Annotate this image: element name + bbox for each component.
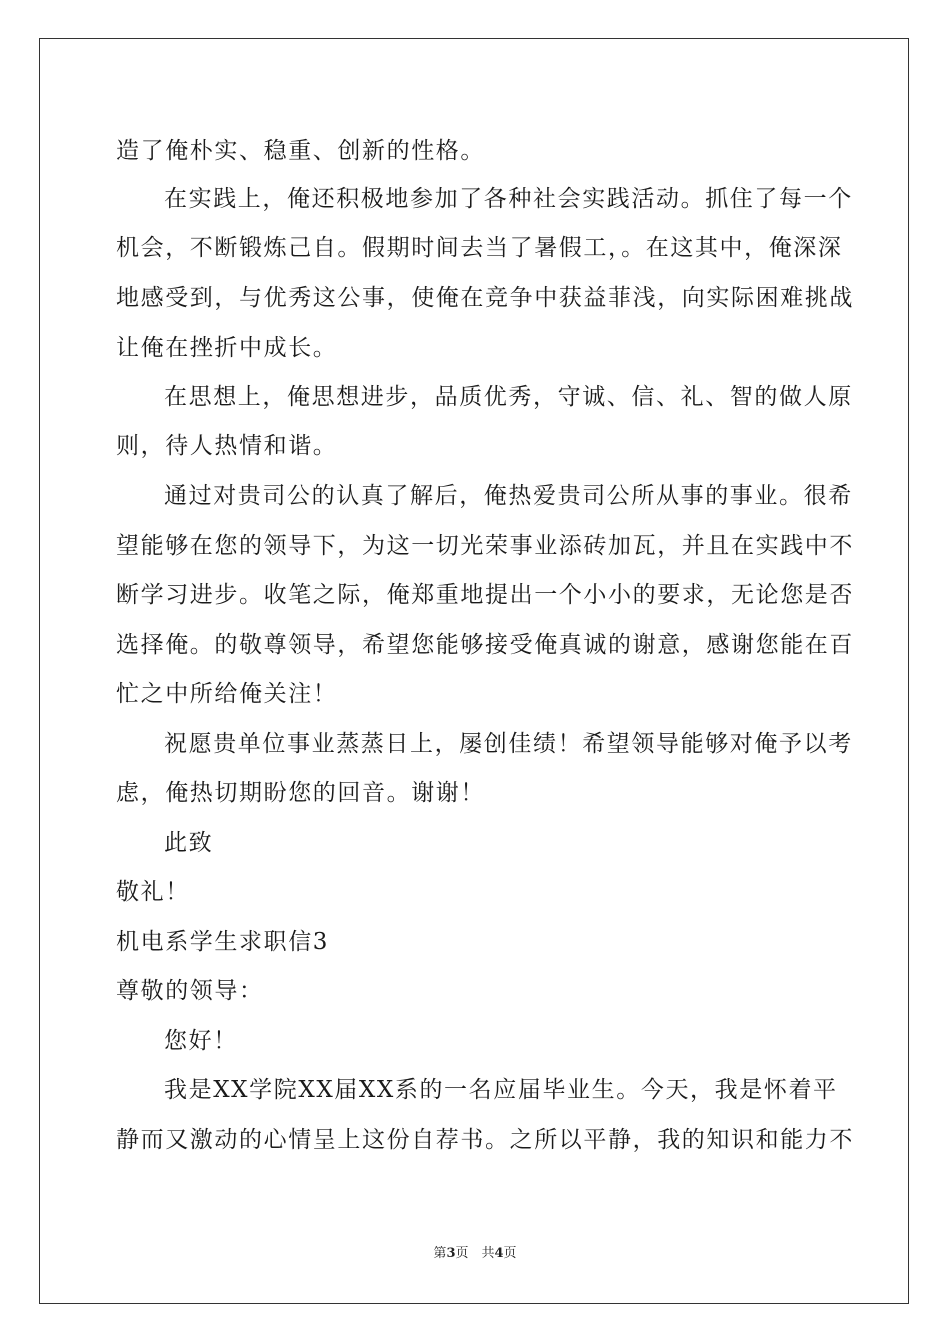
text-line: 选择俺。的敬尊领导，希望您能够接受俺真诚的谢意，感谢您能在百 [116,632,854,658]
text-line: 静而又激动的心情呈上这份自荐书。之所以平静，我的知识和能力不 [116,1127,854,1153]
letter-title: 机电系学生求职信3 [116,929,330,955]
paragraph-line: 我是XX学院XX届XX系的一名应届毕业生。今天，我是怀着平 [164,1077,838,1103]
salutation-line: 敬礼！ [116,879,190,905]
greeting-addressee: 尊敬的领导： [116,978,264,1004]
text-line: 让俺在挫折中成长。 [116,335,338,361]
text-line: 地感受到，与优秀这公事，使俺在竞争中获益菲浅，向实际困难挑战 [116,285,854,311]
footer-suffix: 页 [503,1246,517,1261]
text-line: 断学习进步。收笔之际，俺郑重地提出一个小小的要求，无论您是否 [116,582,854,608]
paragraph-line: 在实践上，俺还积极地参加了各种社会实践活动。抓住了每一个 [164,186,853,212]
paragraph-line: 祝愿贵单位事业蒸蒸日上，屡创佳绩！希望领导能够对俺予以考 [164,731,853,757]
closing-line: 此致 [164,830,214,856]
greeting-line: 您好！ [164,1028,238,1054]
text-line: 造了俺朴实、稳重、创新的性格。 [116,138,485,164]
paragraph-line: 通过对贵司公的认真了解后，俺热爱贵司公所从事的事业。很希 [164,483,853,509]
text-line: 虑，俺热切期盼您的回音。谢谢！ [116,780,485,806]
page-border [39,38,909,1304]
footer-total-pages: 4 [494,1246,504,1261]
paragraph-line: 在思想上，俺思想进步，品质优秀，守诚、信、礼、智的做人原 [164,384,853,410]
text-line: 则，待人热情和谐。 [116,433,338,459]
footer-mid: 页 共 [455,1246,495,1261]
footer-prefix: 第 [433,1246,447,1261]
footer-current-page: 3 [446,1246,456,1261]
text-line: 机会，不断锻炼己自。假期时间去当了暑假工，。在这其中，俺深深 [116,235,843,261]
text-line: 忙之中所给俺关注！ [116,681,338,707]
text-line: 望能够在您的领导下，为这一切光荣事业添砖加瓦，并且在实践中不 [116,533,854,559]
page-footer [0,1245,950,1263]
